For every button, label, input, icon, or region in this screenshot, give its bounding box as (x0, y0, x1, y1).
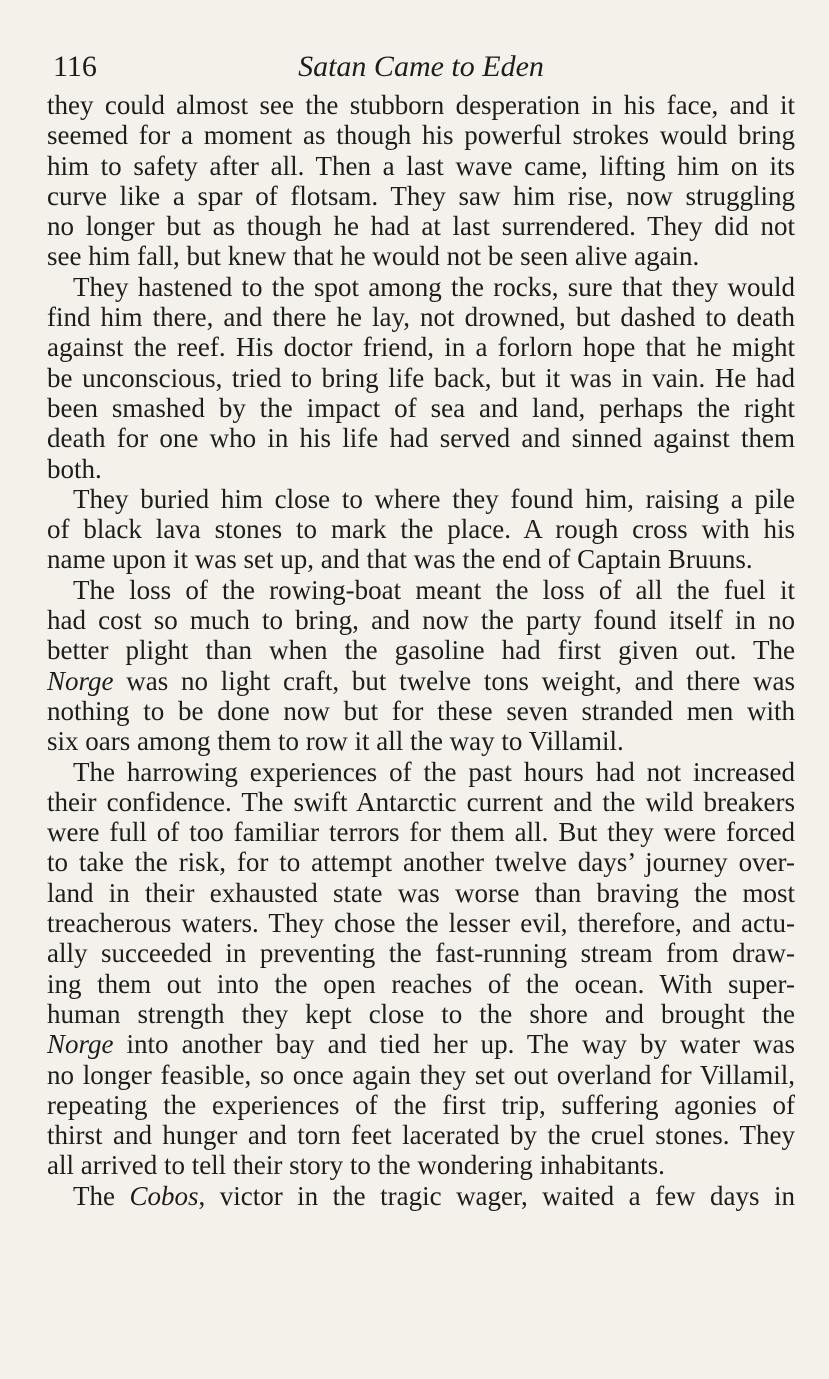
paragraph (47, 272, 795, 484)
text-run: no longer feasible, so once again they set out overland for Villamil, (47, 1059, 795, 1090)
page-number: 116 (53, 50, 97, 83)
text-line (47, 544, 795, 574)
text-line (47, 181, 795, 211)
text-line (47, 302, 795, 332)
text-line (47, 1029, 795, 1059)
italic-text: Norge (47, 1029, 114, 1060)
text-run: ally succeeded in preventing the fast-running stream from draw- (47, 938, 795, 969)
text-run: all arrived to tell their story to the wondering inhabitants. (47, 1150, 665, 1181)
text-run: land in their exhausted state was worse than braving the most (47, 877, 795, 908)
text-run: nothing to be done now but for these seven stranded men with (47, 695, 795, 726)
text-run: be unconscious, tried to bring life back, but it was in vain. He had (47, 362, 795, 393)
text-line (47, 272, 795, 302)
text-line (47, 757, 795, 787)
text-run: into another bay and tied her up. The way by water was (113, 1029, 795, 1060)
text-run: They hastened to the spot among the rocks, sure that they would (73, 271, 795, 302)
text-run: their confidence. The swift Antarctic current and the wild breakers (47, 786, 795, 817)
text-line (47, 241, 795, 271)
text-run: , victor in the tragic wager, waited a few days in (198, 1180, 795, 1211)
text-line (47, 847, 795, 877)
text-run: been smashed by the impact of sea and land, perhaps the right (47, 392, 795, 423)
running-title: Satan Came to Eden (298, 50, 544, 83)
text-run: seemed for a moment as though his powerful strokes would bring (47, 120, 795, 151)
text-line (47, 1090, 795, 1120)
text-line (47, 120, 795, 150)
text-line (47, 878, 795, 908)
body-text (47, 90, 795, 1211)
running-head (47, 44, 795, 90)
text-line (47, 605, 795, 635)
text-run: find him there, and there he lay, not drowned, but dashed to death (47, 302, 795, 333)
text-run: were full of too familiar terrors for them all. But they were forced (47, 817, 795, 848)
text-run: to take the risk, for to attempt another twelve days’ journey over- (47, 847, 795, 878)
text-run: ing them out into the open reaches of the ocean. With super- (47, 968, 795, 999)
text-line (47, 938, 795, 968)
text-line (47, 1120, 795, 1150)
text-run: thirst and hunger and torn feet lacerated by the cruel stones. They (47, 1120, 795, 1151)
text-run: better plight than when the gasoline had first given out. The (47, 635, 795, 666)
text-run: they could almost see the stubborn desperation in his face, and it (47, 90, 795, 120)
text-line (47, 1181, 795, 1211)
text-run: treacherous waters. They chose the lesser evil, therefore, and actu- (47, 908, 795, 939)
text-run: death for one who in his life had served and sinned against them (47, 423, 795, 454)
text-run: had cost so much to bring, and now the party found itself in no (47, 605, 795, 636)
text-run: against the reef. His doctor friend, in a forlorn hope that he might (47, 332, 795, 363)
text-run: name upon it was set up, and that was the end of Captain Bruuns. (47, 544, 753, 575)
paragraph (47, 757, 795, 1181)
text-line (47, 575, 795, 605)
paragraph (47, 575, 795, 757)
text-line (47, 696, 795, 726)
text-run: The harrowing experiences of the past hours had not increased (73, 756, 795, 787)
text-line (47, 999, 795, 1029)
text-line (47, 514, 795, 544)
text-run: no longer but as though he had at last surrendered. They did not (47, 211, 795, 242)
text-run: both. (47, 453, 102, 484)
paragraph (47, 1181, 795, 1211)
text-line (47, 635, 795, 665)
italic-text: Cobos (129, 1180, 199, 1211)
text-line (47, 908, 795, 938)
text-run: him to safety after all. Then a last wave came, lifting him on its (47, 150, 795, 181)
text-line (47, 726, 795, 756)
text-run: repeating the experiences of the first trip, suffering agonies of (47, 1089, 795, 1120)
text-run: see him fall, but knew that he would not be seen alive again. (47, 241, 700, 272)
text-line (47, 151, 795, 181)
text-run: curve like a spar of flotsam. They saw him rise, now struggling (47, 180, 795, 211)
italic-text: Norge (47, 665, 114, 696)
text-line (47, 211, 795, 241)
text-run: was no light craft, but twelve tons weight, and there was (113, 665, 795, 696)
text-line (47, 393, 795, 423)
text-line (47, 817, 795, 847)
text-line (47, 484, 795, 514)
text-line (47, 666, 795, 696)
paragraph (47, 90, 795, 272)
text-line (47, 363, 795, 393)
paragraph (47, 484, 795, 575)
text-line (47, 1150, 795, 1180)
text-line (47, 787, 795, 817)
text-run: human strength they kept close to the shore and brought the (47, 998, 795, 1029)
text-run: The (73, 1180, 130, 1211)
text-line (47, 454, 795, 484)
text-run: They buried him close to where they found him, raising a pile (73, 483, 795, 514)
text-run: six oars among them to row it all the way to Villamil. (47, 726, 624, 757)
text-line (47, 969, 795, 999)
text-line (47, 90, 795, 120)
text-line (47, 1060, 795, 1090)
text-run: of black lava stones to mark the place. A rough cross with his (47, 514, 795, 545)
text-line (47, 423, 795, 453)
text-line (47, 332, 795, 362)
text-run: The loss of the rowing-boat meant the loss of all the fuel it (73, 574, 795, 605)
